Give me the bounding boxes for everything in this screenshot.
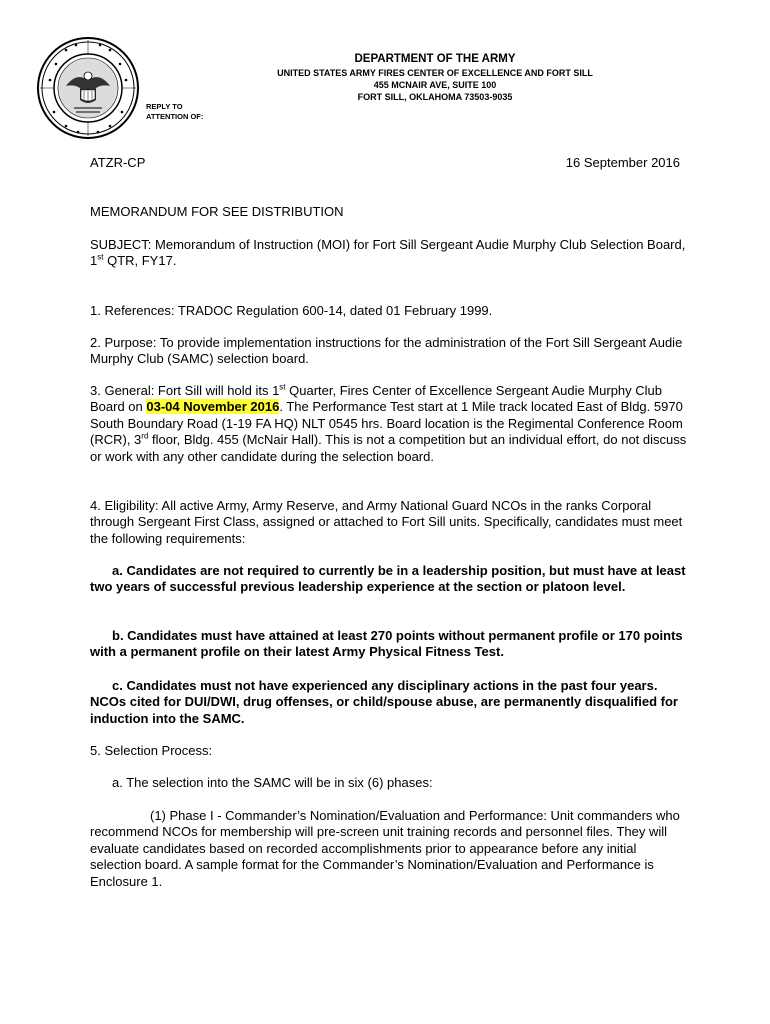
office-symbol: ATZR-CP [90, 155, 146, 170]
street-address: 455 MCNAIR AVE, SUITE 100 [373, 80, 497, 90]
eligibility-c-text: c. Candidates must not have experienced any disciplinary actions in the past four years. NCOs cited for DUI/DWI, drug offenses, or child/spouse abuse, are permanently disqualified for induction into the SAMC. [90, 678, 678, 726]
eligibility-b-text: b. Candidates must have attained at least 270 points without permanent profile or 170 points with a permanent profile on their latest Army Physical Fitness Test. [90, 628, 683, 660]
general-text-2: Quarter, Fires Center of Excellence Sergeant Audie Murphy Club Board on [90, 383, 662, 415]
subject-text: SUBJECT: Memorandum of Instruction (MOI) for Fort Sill Sergeant Audie Murphy Club Selection Board, 1 [90, 237, 686, 269]
phase-1-text: (1) Phase I - Commander’s Nomination/Evaluation and Performance: Unit commanders who recommend NCOs for membership will pre-screen unit training records and personnel files. They will evaluate candidates based on recorded accomplishments prior to appearance before any initial selection board. A sample format for the Commander’s Nomination/Evaluation and Performance is Enclosure 1. [90, 808, 680, 889]
selection-a-text: a. The selection into the SAMC will be in six (6) phases: [112, 775, 433, 790]
general-text-3: . The Performance Test start at 1 Mile track located East of Bldg. 5970 South Boundary Road (1-19 FA HQ) NLT 0545 hrs. Board location is the Regimental Conference Room (RCR), 3 [90, 399, 683, 448]
paragraph-eligibility: 4. Eligibility: All active Army, Army Reserve, and Army National Guard NCOs in the ranks Corporal through Sergeant First Class, assigned or attached to Fort Sill units. Specifically, candidates must meet the following requirements: [90, 498, 683, 546]
subject-text-end: QTR, FY17. [103, 253, 177, 269]
eligibility-item-c [90, 678, 690, 727]
department-of-defense-seal [36, 36, 140, 140]
eligibility-a-text: a. Candidates are not required to currently be in a leadership position, but must have at least two years of successful previous leadership experience at the section or platoon level. [90, 563, 686, 595]
city-address: FORT SILL, OKLAHOMA 73503-9035 [357, 92, 513, 102]
eligibility-item-a [90, 563, 690, 596]
reply-to-block [146, 102, 203, 122]
eligibility-item-b [90, 628, 690, 661]
subject-line [90, 237, 690, 270]
general-superscript-1: st [279, 382, 286, 392]
paragraph-selection-process: 5. Selection Process: [90, 743, 213, 758]
paragraph-purpose: 2. Purpose: To provide implementation instructions for the administration of the Fort Sill Sergeant Audie Murphy Club (SAMC) selection board. [90, 335, 683, 367]
selection-phase-1 [90, 808, 690, 890]
general-text-4: floor, Bldg. 455 (McNair Hall). This is not a competition but an individual effort, do not discuss or work with any other candidate during the selection board. [90, 432, 687, 464]
command-heading: UNITED STATES ARMY FIRES CENTER OF EXCELLENCE AND FORT SILL [277, 68, 593, 78]
department-heading: DEPARTMENT OF THE ARMY [354, 53, 516, 65]
attention-of-label: ATTENTION OF: [146, 112, 204, 121]
general-text-1: 3. General: Fort Sill will hold its 1 [90, 383, 280, 398]
subject-superscript: st [97, 253, 104, 263]
reply-to-label: REPLY TO [146, 102, 183, 111]
paragraph-general [90, 383, 690, 465]
memorandum-for-line: MEMORANDUM FOR SEE DISTRIBUTION [90, 204, 344, 219]
seal-icon [36, 36, 140, 140]
highlighted-board-date: 03-04 November 2016 [146, 399, 280, 415]
selection-item-a [90, 775, 690, 791]
general-superscript-2: rd [141, 431, 149, 441]
paragraph-references: 1. References: TRADOC Regulation 600-14, dated 01 February 1999. [90, 303, 493, 318]
memo-date: 16 September 2016 [565, 155, 680, 170]
